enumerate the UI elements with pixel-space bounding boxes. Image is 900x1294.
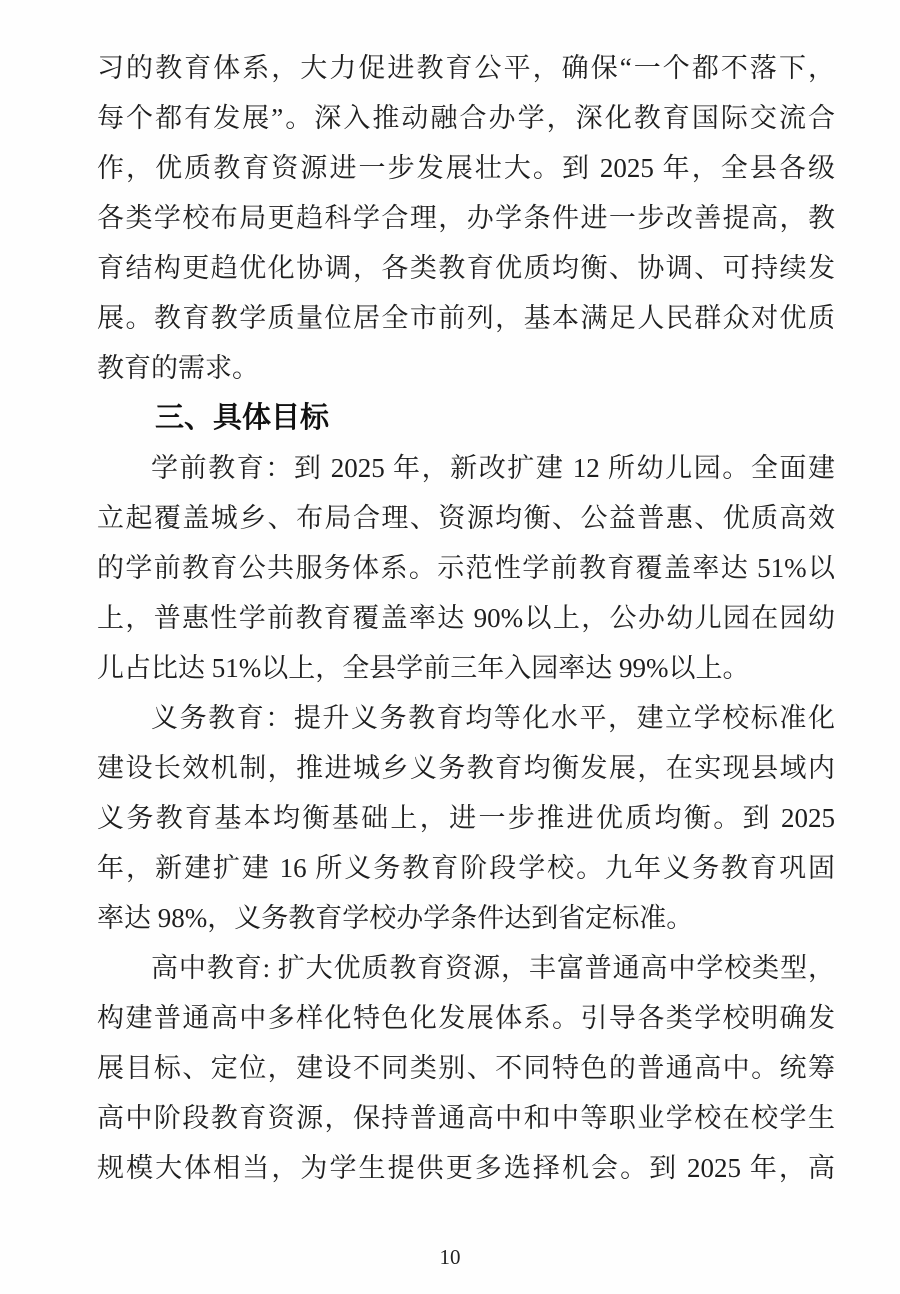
text-line: 展。教育教学质量位居全市前列，基本满足人民群众对优质 — [97, 303, 835, 333]
text-line: 育结构更趋优化协调，各类教育优质均衡、协调、可持续发 — [97, 253, 835, 283]
text-line: 规模大体相当，为学生提供更多选择机会。到 2025 年，高 — [97, 1153, 835, 1183]
text-line: 教育的需求。 — [97, 353, 259, 383]
text-line: 的学前教育公共服务体系。示范性学前教育覆盖率达 51%以 — [97, 553, 835, 583]
text-line: 展目标、定位，建设不同类别、不同特色的普通高中。统筹 — [97, 1053, 835, 1083]
text-line: 儿占比达 51%以上，全县学前三年入园率达 99%以上。 — [97, 653, 750, 683]
text-line: 习的教育体系，大力促进教育公平，确保“一个都不落下， — [97, 53, 835, 83]
text-line: 作，优质教育资源进一步发展壮大。到 2025 年，全县各级 — [97, 153, 835, 183]
text-line: 年，新建扩建 16 所义务教育阶段学校。九年义务教育巩固 — [97, 853, 835, 883]
text-line: 建设长效机制，推进城乡义务教育均衡发展，在实现县域内 — [97, 753, 835, 783]
text-line: 高中阶段教育资源，保持普通高中和中等职业学校在校学生 — [97, 1103, 835, 1133]
text-line: 义务教育：提升义务教育均等化水平，建立学校标准化 — [151, 703, 835, 733]
text-line: 学前教育：到 2025 年，新改扩建 12 所幼儿园。全面建 — [151, 453, 835, 483]
section-heading: 三、具体目标 — [155, 402, 330, 434]
text-line: 构建普通高中多样化特色化发展体系。引导各类学校明确发 — [97, 1003, 835, 1033]
text-line: 各类学校布局更趋科学合理，办学条件进一步改善提高，教 — [97, 203, 835, 233]
page-number: 10 — [439, 1245, 461, 1269]
text-line: 率达 98%，义务教育学校办学条件达到省定标准。 — [97, 903, 694, 933]
document-body — [97, 43, 835, 1193]
text-line: 义务教育基本均衡基础上，进一步推进优质均衡。到 2025 — [97, 803, 835, 833]
text-line: 立起覆盖城乡、布局合理、资源均衡、公益普惠、优质高效 — [97, 503, 835, 533]
text-line: 上，普惠性学前教育覆盖率达 90%以上，公办幼儿园在园幼 — [97, 603, 835, 633]
text-line: 高中教育: 扩大优质教育资源，丰富普通高中学校类型， — [151, 953, 835, 983]
text-line: 每个都有发展”。深入推动融合办学，深化教育国际交流合 — [97, 103, 835, 133]
